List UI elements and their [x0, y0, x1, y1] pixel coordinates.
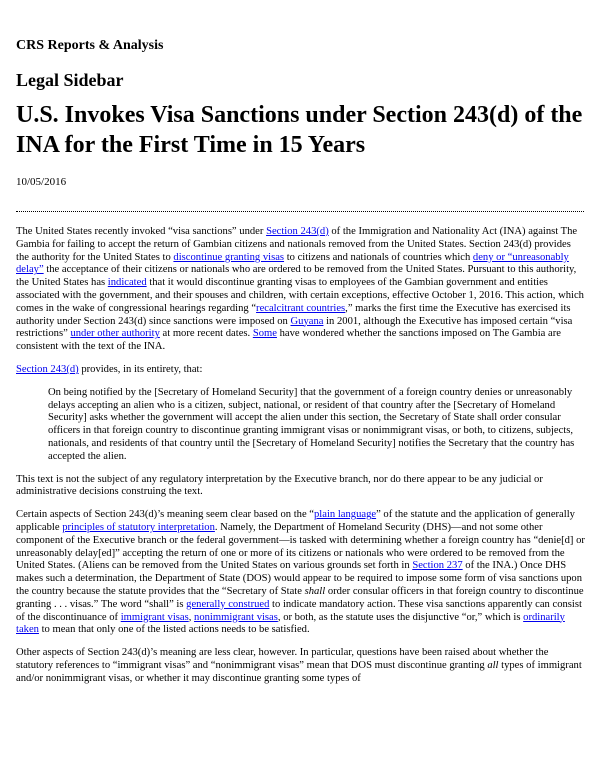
link-unreasonably-delay[interactable]: deny or “unreasonably delay” — [16, 251, 569, 276]
article-body — [16, 226, 586, 696]
emphasis-all: all — [487, 659, 499, 671]
link-plain-language[interactable]: plain language — [314, 509, 377, 521]
divider — [16, 211, 584, 212]
text-run: Certain aspects of Section 243(d)’s meaning seem clear based on the “ — [16, 509, 314, 521]
text-run: to indicate mandatory action. These visa sanctions apparently can consist of the discontinuance of — [16, 598, 582, 623]
text-run: types of immigrant and/or nonimmigrant visas, or whether it may discontinue granting some types of — [16, 659, 582, 684]
link-generally-construed[interactable]: generally construed — [186, 598, 270, 610]
link-section-243d[interactable]: Section 243(d) — [266, 226, 329, 237]
text-run: to mean that only one of the listed actions needs to be satisfied. — [38, 624, 310, 636]
text-run: provides, in its entirety, that: — [78, 363, 203, 375]
text-run: the acceptance of their citizens or nationals who are ordered to be removed from the United States. Pursuant to this authority, the United States has — [16, 264, 577, 289]
link-statutory-interpretation[interactable]: principles of statutory interpretation — [62, 521, 215, 533]
text-run: in 2001, although the Executive has imposed certain “visa restrictions” — [16, 315, 573, 340]
paragraph-certain-aspects — [16, 509, 586, 637]
link-ordinarily-taken[interactable]: ordinarily taken — [16, 611, 565, 636]
statute-quote: On being notified by the [Secretary of Homeland Security] that the government of a foreign country denies or unreasonably delays accepting an alien who is a citizen, subject, national, or resident of that country after the [Secretary of Homeland Security] asks whether the government will accept the alien under this section, the Secretary of State shall order consular officers in that foreign country to discontinue granting immigrant visas or nonimmigrant visas, or both, to citizens, subjects, nationals, and residents of that country until the [Secretary of Homeland Security] notifies the Secretary that the country has accepted the alien. — [48, 386, 575, 462]
link-discontinue-granting-visas[interactable]: discontinue granting visas — [173, 251, 285, 263]
link-indicated[interactable]: indicated — [107, 277, 147, 289]
link-under-other-authority[interactable]: under other authority — [70, 328, 160, 340]
sidebar-heading: Legal Sidebar — [16, 70, 124, 90]
link-immigrant-visas[interactable]: immigrant visas — [120, 611, 189, 623]
link-section-237[interactable]: Section 237 — [412, 560, 463, 572]
paragraph-provides — [16, 364, 586, 377]
text-run: at more recent dates. — [159, 328, 253, 340]
text-run: ,” marks the first time the Executive has exercised its authority under Section 243(d) since sanctions were imposed on — [16, 302, 571, 327]
link-some[interactable]: Some — [252, 328, 277, 340]
text-run: , or both, as the statute uses the disjunctive “or,” which is — [277, 611, 524, 623]
text-run: order consular officers in that foreign country to discontinue granting . . . visas.” The word “shall” is — [16, 585, 584, 610]
org-heading: CRS Reports & Analysis — [16, 38, 164, 53]
paragraph-no-interpretation: This text is not the subject of any regulatory interpretation by the Executive branch, nor do there appear to be any judicial or administrative decisions construing the text. — [16, 473, 543, 498]
emphasis-shall: shall — [304, 585, 326, 597]
link-recalcitrant-countries[interactable]: recalcitrant countries — [256, 302, 346, 314]
text-run: of the INA.) Once DHS makes such a determination, the Department of State (DOS) would appear to be required to impose some form of visa sanctions upon the country because the statute provides that the “Secretary of State — [16, 560, 583, 597]
text-run: to citizens and nationals of countries which — [284, 251, 473, 263]
text-run: that it would discontinue granting visas to employees of the Gambian government and entities associated with the government, and their spouses and children, with certain exceptions, effective October 1, 2016. This action, which comes in the wake of congressional hearings regarding “ — [16, 277, 584, 314]
link-section-243d[interactable]: Section 243(d) — [16, 363, 79, 375]
text-run: . Namely, the Department of Homeland Security (DHS)—and not some other component of the Executive branch or the federal government—is tasked with determining whether a foreign country has “denie[d] or unreasonably delay[ed]” accepting the return of one or more of its citizens or nationals who were ordered to be removed from the United States. (Aliens can be removed from the United States on various grounds set forth in — [16, 521, 585, 572]
text-run: of the Immigration and Nationality Act (INA) against The Gambia for failing to accept the return of Gambian citizens and nationals removed from the United States. Section 243(d) provides the authority for the United States to — [16, 226, 578, 263]
text-run: Other aspects of Section 243(d)’s meaning are less clear, however. In particular, questions have been raised about whether the statutory references to “immigrant visas” and “nonimmigrant visas” mean that DOS must discontinue granting — [16, 647, 549, 671]
text-run: , — [188, 611, 195, 623]
text-run: The United States recently invoked “visa sanctions” under — [16, 226, 267, 237]
paragraph-intro — [16, 226, 586, 354]
page-title: U.S. Invokes Visa Sanctions under Section 243(d) of the INA for the First Time in 15 Years — [16, 102, 583, 158]
publish-date: 10/05/2016 — [16, 176, 67, 188]
text-run: ” of the statute and the application of generally applicable — [16, 509, 575, 533]
link-nonimmigrant-visas[interactable]: nonimmigrant visas — [194, 611, 278, 623]
paragraph-less-clear — [16, 647, 586, 685]
text-run: have wondered whether the sanctions imposed on The Gambia are consistent with the text of the INA. — [16, 328, 561, 353]
link-guyana[interactable]: Guyana — [290, 315, 324, 327]
